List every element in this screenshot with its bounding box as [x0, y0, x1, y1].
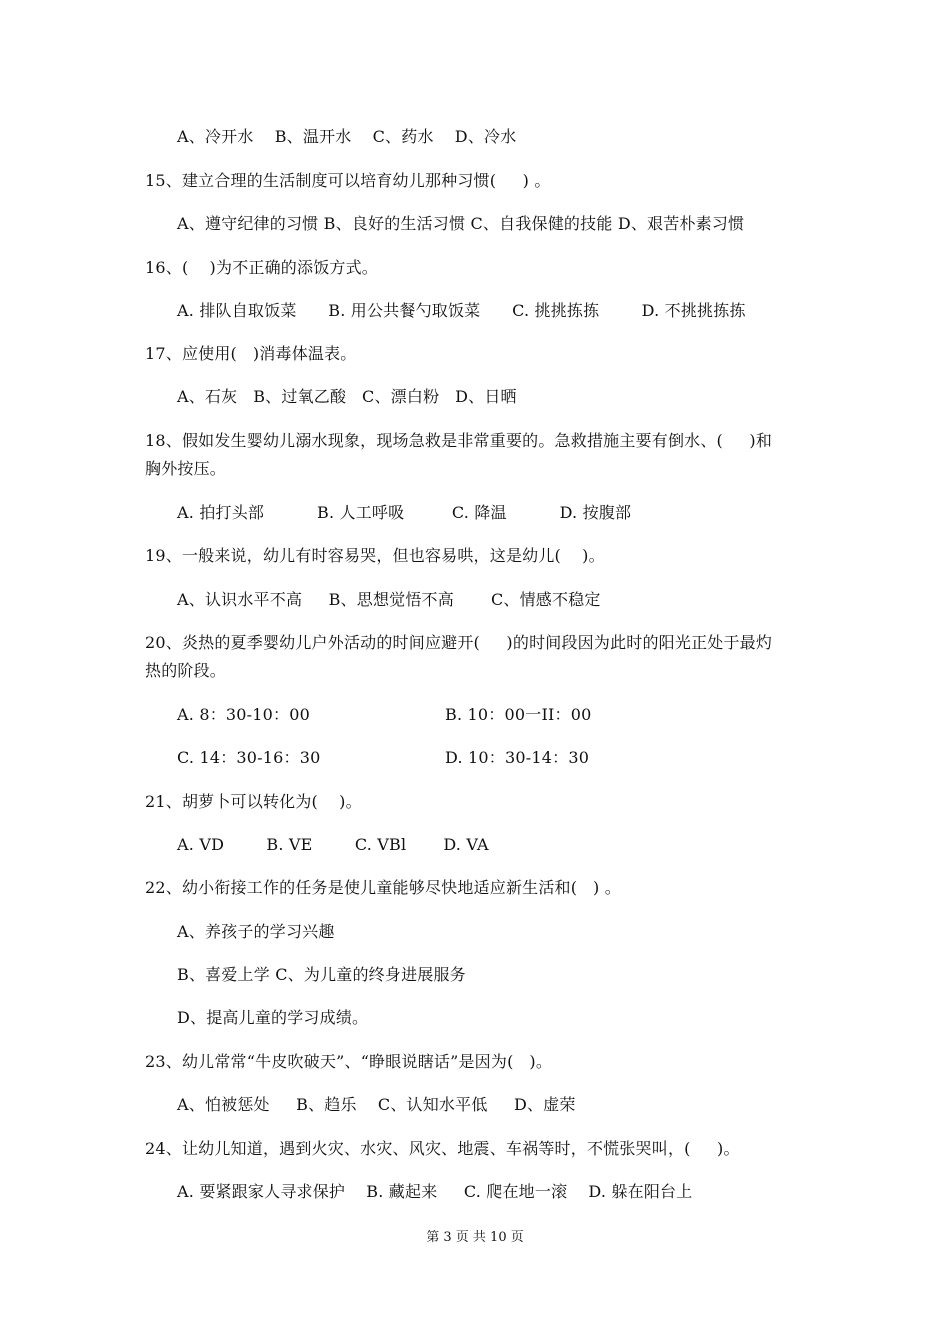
q24-stem: 24、让幼儿知道，遇到火灾、水灾、风灾、地震、车祸等时，不慌张哭叫，( )。 [145, 1139, 740, 1158]
page-number-footer: 第 3 页 共 10 页 [426, 1230, 524, 1245]
q15-options: A、遵守纪律的习惯 B、良好的生活习惯 C、自我保健的技能 D、艰苦朴素习惯 [177, 214, 745, 233]
q17-options: A、石灰 B、过氧乙酸 C、漂白粉 D、日晒 [177, 387, 517, 406]
q20-option-c: C. 14：30-16：30 [177, 748, 321, 767]
q22-option-a: A、养孩子的学习兴趣 [177, 922, 335, 941]
q22-option-bc: B、喜爱上学 C、为儿童的终身进展服务 [177, 965, 466, 984]
q20-option-b: B. 10：00一II：00 [445, 705, 592, 724]
q19-options: A、认识水平不高 B、思想觉悟不高 C、情感不稳定 [177, 590, 601, 609]
q18-stem-line2: 胸外按压。 [145, 459, 227, 478]
q17-stem: 17、应使用( )消毒体温表。 [145, 344, 357, 363]
q19-stem: 19、一般来说，幼儿有时容易哭，但也容易哄，这是幼儿( )。 [145, 546, 605, 565]
q14-options: A、冷开水 B、温开水 C、药水 D、冷水 [177, 127, 517, 146]
q22-stem: 22、幼小衔接工作的任务是使儿童能够尽快地适应新生活和( ) 。 [145, 878, 621, 897]
q22-option-d: D、提高儿童的学习成绩。 [177, 1008, 369, 1027]
q24-options: A. 要紧跟家人寻求保护 B. 藏起来 C. 爬在地一滚 D. 躲在阳台上 [177, 1182, 693, 1201]
q15-stem: 15、建立合理的生活制度可以培育幼儿那种习惯( ) 。 [145, 171, 551, 190]
q20-stem-line2: 热的阶段。 [145, 661, 227, 680]
q21-stem: 21、胡萝卜可以转化为( )。 [145, 792, 362, 811]
q20-option-d: D. 10：30-14：30 [445, 748, 590, 767]
q16-options: A. 排队自取饭菜 B. 用公共餐勺取饭菜 C. 挑挑拣拣 D. 不挑挑拣拣 [177, 301, 746, 320]
q18-options: A. 拍打头部 B. 人工呼吸 C. 降温 D. 按腹部 [177, 503, 632, 522]
q23-stem: 23、幼儿常常“牛皮吹破天”、“睁眼说瞎话”是因为( )。 [145, 1052, 553, 1071]
q20-option-a: A. 8：30-10：00 [177, 705, 310, 724]
q21-options: A. VD B. VE C. VBl D. VA [177, 835, 489, 854]
q18-stem-line1: 18、假如发生婴幼儿溺水现象，现场急救是非常重要的。急救措施主要有倒水、( )和 [145, 431, 773, 450]
q20-stem-line1: 20、炎热的夏季婴幼儿户外活动的时间应避开( )的时间段因为此时的阳光正处于最灼 [145, 633, 773, 652]
q16-stem: 16、( )为不正确的添饭方式。 [145, 258, 378, 277]
q23-options: A、怕被惩处 B、趋乐 C、认知水平低 D、虚荣 [177, 1095, 576, 1114]
